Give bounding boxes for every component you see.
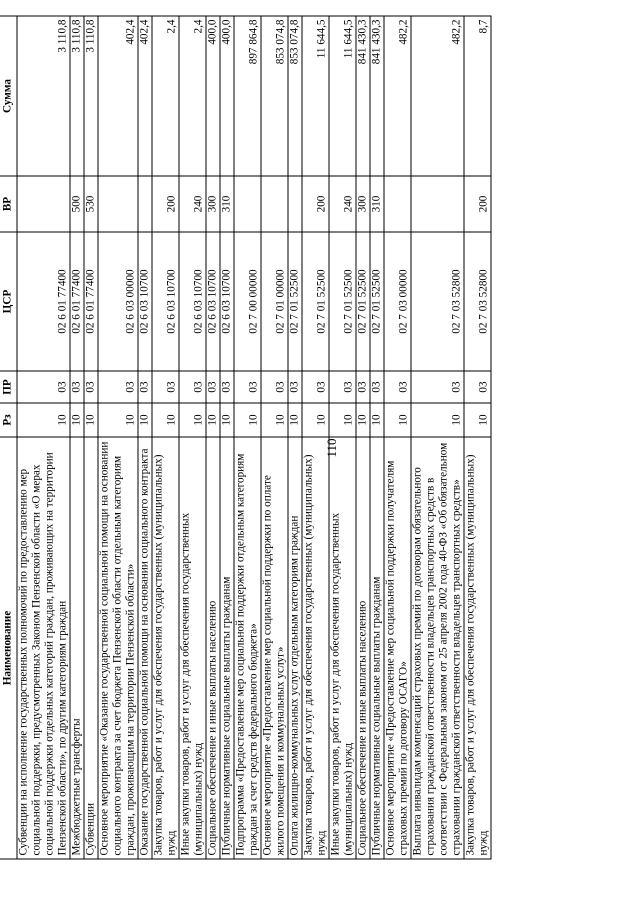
row-vr: 300: [356, 176, 370, 232]
row-pr: 03: [84, 371, 98, 403]
row-name: Подпрограмма «Предоставление мер социальной поддержки отдельным категориям граждан за счет средств федерального бюджета»: [234, 437, 261, 859]
row-pr: 03: [220, 371, 234, 403]
row-vr: 530: [84, 176, 98, 232]
row-vr: 300: [206, 176, 220, 232]
budget-table: [0, 16, 492, 860]
row-name: Закупка товаров, работ и услуг для обеспечения государственных (муниципальных) нужд: [152, 437, 179, 859]
row-vr: [234, 176, 261, 232]
row-name: Межбюджетные трансферты: [70, 437, 84, 859]
row-vr: 500: [70, 176, 84, 232]
table-row: [152, 16, 179, 859]
header-pr: ПР: [0, 371, 17, 403]
row-rz: 10: [220, 403, 234, 437]
row-csr: 02 7 01 52500: [329, 232, 356, 371]
row-vr: 240: [329, 176, 356, 232]
row-name: Закупка товаров, работ и услуг для обеспечения государственных (муниципальных) нужд: [302, 437, 329, 859]
row-rz: 10: [288, 403, 302, 437]
table-row: [356, 16, 370, 859]
row-amount: 3 110,8: [84, 16, 98, 176]
table-row: [302, 16, 329, 859]
row-csr: 02 6 03 10700: [138, 232, 152, 371]
row-pr: 03: [464, 371, 491, 403]
row-pr: 03: [138, 371, 152, 403]
row-vr: [288, 176, 302, 232]
row-pr: 03: [206, 371, 220, 403]
table-header-row: [0, 16, 17, 859]
row-csr: 02 7 01 52500: [302, 232, 329, 371]
row-pr: 03: [288, 371, 302, 403]
row-name: Иные закупки товаров, работ и услуг для обеспечения государственных (муниципальных) нужд: [329, 437, 356, 859]
row-pr: 03: [370, 371, 384, 403]
row-name: Оплата жилищно-коммунальных услуг отдельным категориям граждан: [288, 437, 302, 859]
table-row: [98, 16, 138, 859]
row-pr: 03: [411, 371, 464, 403]
row-pr: 03: [98, 371, 138, 403]
row-name: Социальное обеспечение и иные выплаты населению: [356, 437, 370, 859]
table-row: [288, 16, 302, 859]
table-row: [220, 16, 234, 859]
row-name: Субвенции на исполнение государственных полномочий по предоставлению мер социальной поддержки, предусмотренных Законом Пензенской области «О мерах социальной поддержки отдельных категорий граждан, проживающих на территории Пензенской области», по другим категориям граждан: [17, 437, 70, 859]
row-csr: 02 7 01 52500: [288, 232, 302, 371]
row-amount: 897 864,8: [234, 16, 261, 176]
table-row: [234, 16, 261, 859]
row-csr: 02 7 01 52500: [370, 232, 384, 371]
row-rz: 10: [70, 403, 84, 437]
row-name: Основное мероприятие «Предоставление мер социальной поддержки по оплате жилого помещения и коммунальных услуг»: [261, 437, 288, 859]
row-amount: 853 074,8: [261, 16, 288, 176]
row-vr: [384, 176, 411, 232]
row-rz: 10: [370, 403, 384, 437]
table-row: [206, 16, 220, 859]
header-vr: ВР: [0, 176, 17, 232]
row-name: Оказание государственной социальной помощи на основании социального контракта: [138, 437, 152, 859]
row-vr: 310: [370, 176, 384, 232]
header-rz: Рз: [0, 403, 17, 437]
table-row: [138, 16, 152, 859]
row-vr: [17, 176, 70, 232]
row-rz: 10: [261, 403, 288, 437]
row-pr: 03: [179, 371, 206, 403]
row-rz: 10: [464, 403, 491, 437]
table-row: [329, 16, 356, 859]
row-amount: 402,4: [98, 16, 138, 176]
row-name: Социальное обеспечение и иные выплаты населению: [206, 437, 220, 859]
row-vr: 200: [152, 176, 179, 232]
row-name: Субвенции: [84, 437, 98, 859]
row-name: Закупка товаров, работ и услуг для обеспечения государственных (муниципальных) нужд: [464, 437, 491, 859]
header-csr: ЦСР: [0, 232, 17, 371]
row-csr: 02 7 00 00000: [234, 232, 261, 371]
row-amount: 8,7: [464, 16, 491, 176]
row-rz: 10: [356, 403, 370, 437]
row-rz: 10: [98, 403, 138, 437]
row-name: Выплата инвалидам компенсаций страховых премий по договорам обязательного страхования гражданской ответственности владельцев транспортных средств в соответствии с Федеральным законом от 25 апреля 2002 года 40-ФЗ «Об обязательном страховании гражданской ответственности владельцев транспортных средств»: [411, 437, 464, 859]
row-name: Основное мероприятие «Предоставление мер социальной поддержки получателям страховых премий по договору ОСАГО»: [384, 437, 411, 859]
row-amount: 11 644,5: [302, 16, 329, 176]
row-amount: 841 430,3: [356, 16, 370, 176]
row-name: Публичные нормативные социальные выплаты гражданам: [220, 437, 234, 859]
row-csr: 02 6 03 10700: [179, 232, 206, 371]
row-amount: 2,4: [179, 16, 206, 176]
row-pr: 03: [17, 371, 70, 403]
row-csr: 02 7 03 52800: [464, 232, 491, 371]
row-csr: 02 6 01 77400: [17, 232, 70, 371]
row-amount: 3 110,8: [17, 16, 70, 176]
row-rz: 10: [384, 403, 411, 437]
row-rz: 10: [234, 403, 261, 437]
header-amount: Сумма: [0, 16, 17, 176]
row-amount: 482,2: [384, 16, 411, 176]
table-row: [411, 16, 464, 859]
row-rz: 10: [179, 403, 206, 437]
table-row: [464, 16, 491, 859]
row-rz: 10: [152, 403, 179, 437]
row-csr: 02 6 01 77400: [70, 232, 84, 371]
row-pr: 03: [152, 371, 179, 403]
row-pr: 03: [356, 371, 370, 403]
rotated-page: [0, 17, 639, 860]
row-rz: 10: [17, 403, 70, 437]
row-amount: 841 430,3: [370, 16, 384, 176]
row-vr: [411, 176, 464, 232]
row-pr: 03: [302, 371, 329, 403]
row-csr: 02 7 01 00000: [261, 232, 288, 371]
row-vr: 240: [179, 176, 206, 232]
row-rz: 10: [329, 403, 356, 437]
row-csr: 02 7 01 52500: [356, 232, 370, 371]
table-row: [84, 16, 98, 859]
row-csr: 02 6 01 77400: [84, 232, 98, 371]
table-row: [17, 16, 70, 859]
row-vr: [261, 176, 288, 232]
row-vr: [138, 176, 152, 232]
row-vr: 200: [464, 176, 491, 232]
row-amount: 11 644,5: [329, 16, 356, 176]
row-rz: 10: [84, 403, 98, 437]
row-csr: 02 6 03 10700: [206, 232, 220, 371]
row-pr: 03: [70, 371, 84, 403]
row-pr: 03: [329, 371, 356, 403]
row-rz: 10: [206, 403, 220, 437]
row-vr: [98, 176, 138, 232]
row-name: Иные закупки товаров, работ и услуг для обеспечения государственных (муниципальных) нужд: [179, 437, 206, 859]
row-name: Основное мероприятие «Оказание государственной социальной помощи на основании социального контракта за счет бюджета Пензенской области отдельным категориям граждан, проживающим на территории Пензенской области»: [98, 437, 138, 859]
header-name: Наименование: [0, 437, 17, 859]
row-pr: 03: [261, 371, 288, 403]
row-csr: 02 7 03 52800: [411, 232, 464, 371]
row-csr: 02 6 03 00000: [98, 232, 138, 371]
row-vr: 310: [220, 176, 234, 232]
table-row: [370, 16, 384, 859]
row-amount: 482,2: [411, 16, 464, 176]
row-rz: 10: [411, 403, 464, 437]
row-vr: 200: [302, 176, 329, 232]
table-row: [261, 16, 288, 859]
row-amount: 400,0: [220, 16, 234, 176]
row-csr: 02 6 03 10700: [152, 232, 179, 371]
row-csr: 02 6 03 10700: [220, 232, 234, 371]
row-amount: 400,0: [206, 16, 220, 176]
row-amount: 402,4: [138, 16, 152, 176]
row-amount: 853 074,8: [288, 16, 302, 176]
table-row: [384, 16, 411, 859]
row-rz: 10: [302, 403, 329, 437]
row-csr: 02 7 03 00000: [384, 232, 411, 371]
row-amount: 3 110,8: [70, 16, 84, 176]
table-row: [179, 16, 206, 859]
row-amount: 2,4: [152, 16, 179, 176]
row-pr: 03: [234, 371, 261, 403]
row-rz: 10: [138, 403, 152, 437]
row-pr: 03: [384, 371, 411, 403]
table-row: [70, 16, 84, 859]
row-name: Публичные нормативные социальные выплаты гражданам: [370, 437, 384, 859]
page-number: 110: [324, 438, 339, 458]
